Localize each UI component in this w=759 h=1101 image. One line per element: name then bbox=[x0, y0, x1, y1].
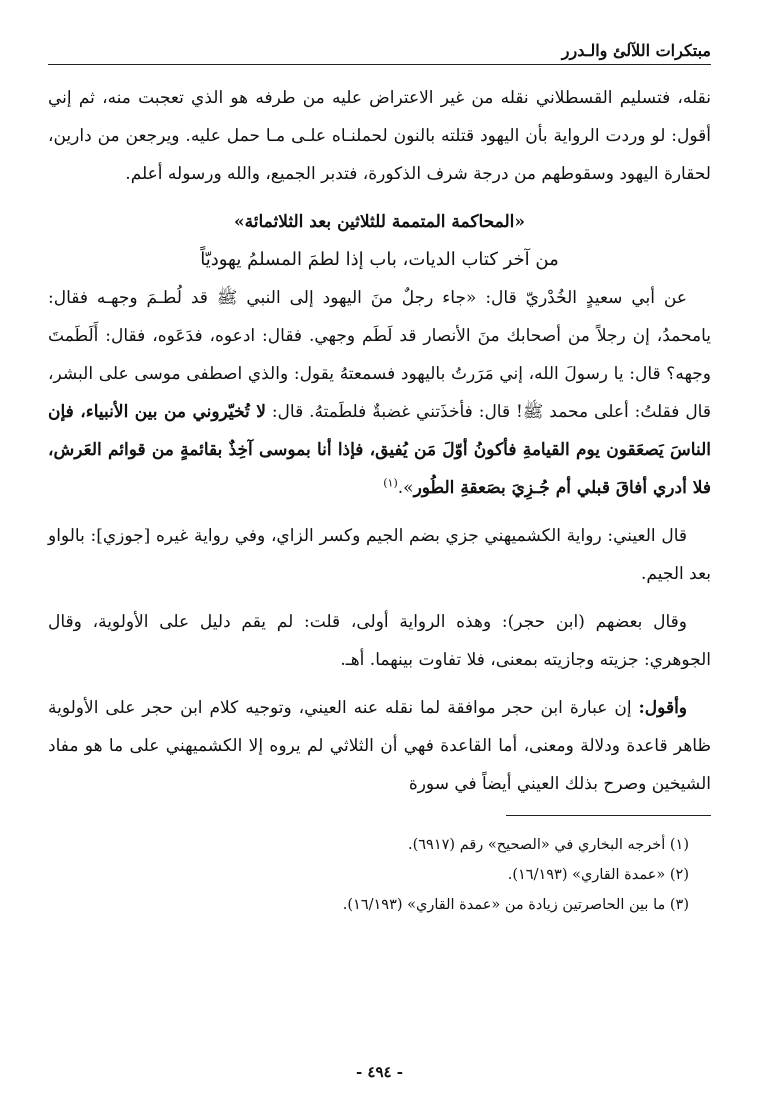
running-header bbox=[48, 30, 711, 65]
page-number: - ٤٩٤ - bbox=[355, 1063, 404, 1081]
aqul-label: وأقول: bbox=[638, 698, 687, 718]
hadith-bold-text: لا تُخيّروني من بين الأنبياء، فإن الناسَ يَصعَقون يوم القيامةِ فأكونُ أوّلَ مَن يُفيق، فإذا أنا بموسى آخِذٌ بقائمةٍ من قوائم العَرش، فلا أدري أفاقَ قبلي أم جُـزِيَ بصَعقةِ الطُور bbox=[48, 402, 711, 498]
footnote-2: (٢) «عمدة القاري» (١٦/١٩٣). bbox=[507, 867, 689, 883]
hadith-end: ». bbox=[397, 478, 414, 498]
footnote-separator bbox=[506, 815, 711, 816]
paragraph-aini: قال العيني: رواية الكشميهني جزي بضم الجيم وكسر الزاي، وفي رواية غيره [جوزي]: بالواو بعد الجيم. bbox=[48, 526, 711, 584]
book-page bbox=[48, 30, 711, 1081]
aqul-text: إن عبارة ابن حجر موافقة لما نقله عنه العيني، وتوجيه كلام ابن حجر على الأولوية ظاهر قاعدة ودلالة ومعنى، أما القاعدة فهي أن الثلاثي لم يروه إلا الكشميهني على ما هو مفاد الشيخين وصرح بذلك العيني أيضاً في سورة bbox=[48, 698, 711, 794]
paragraph-aqul bbox=[48, 689, 711, 803]
section-heading: «المحاكمة المتممة للثلاثين بعد الثلاثمائة» bbox=[234, 212, 525, 232]
header-title: مبتكرات اللآلئ والـدرر bbox=[561, 41, 711, 60]
footnote-1: (١) أخرجه البخاري في «الصحيح» رقم (٦٩١٧). bbox=[407, 837, 689, 853]
section-subheading: من آخر كتاب الديات، باب إذا لطمَ المسلمُ يهوديّاً bbox=[200, 249, 559, 270]
footnotes bbox=[48, 830, 711, 920]
paragraph-1: نقله، فتسليم القسطلاني نقله من غير الاعتراض عليه من طرفه هو الذي تعجبت منه، ثم إني أقول: لو وردت الرواية بأن اليهود قتلته بالنون لحملنـاه علـى مـا حمل عليه. ويرجعن من دارين، لحقارة اليهود وسقوطهم من درجة شرف الذكورة، فتدبر الجميع، والله ورسوله أعلم. bbox=[48, 88, 711, 184]
main-text bbox=[48, 79, 711, 803]
paragraph-ibn-hajar: وقال بعضهم (ابن حجر): وهذه الرواية أولى، قلت: لم يقم دليل على الأولوية، وقال الجوهري: جزيته وجازيته بمعنى، فلا تفاوت بينهما. أهـ. bbox=[48, 612, 711, 670]
hadith-text: عن أبي سعيدٍ الخُدْريّ قال: «جاء رجلٌ منَ اليهود إلى النبي ﷺ قد لُطـمَ وجهـه فقال: يامحمدُ، إن رجلاً من أصحابك منَ الأنصار قد لَطَم وجهي. فقال: ادعوه، فدَعَوه، فقال: أَلَطَمتَ وجهه؟ قال: يا رسولَ الله، إني مَرَرتُ باليهود فسمعتهُ يقول: والذي اصطفى موسى على البشر، قال فقلتُ: أعلى محمد ﷺ! قال: فأخذَتني غضبةٌ فلطَمتهُ. قال: bbox=[48, 288, 711, 422]
footnote-mark-1: (١) bbox=[383, 476, 398, 490]
footnote-3: (٣) ما بين الحاصرتين زيادة من «عمدة القاري» (١٦/١٩٣). bbox=[342, 897, 689, 913]
hadith-paragraph bbox=[48, 279, 711, 507]
